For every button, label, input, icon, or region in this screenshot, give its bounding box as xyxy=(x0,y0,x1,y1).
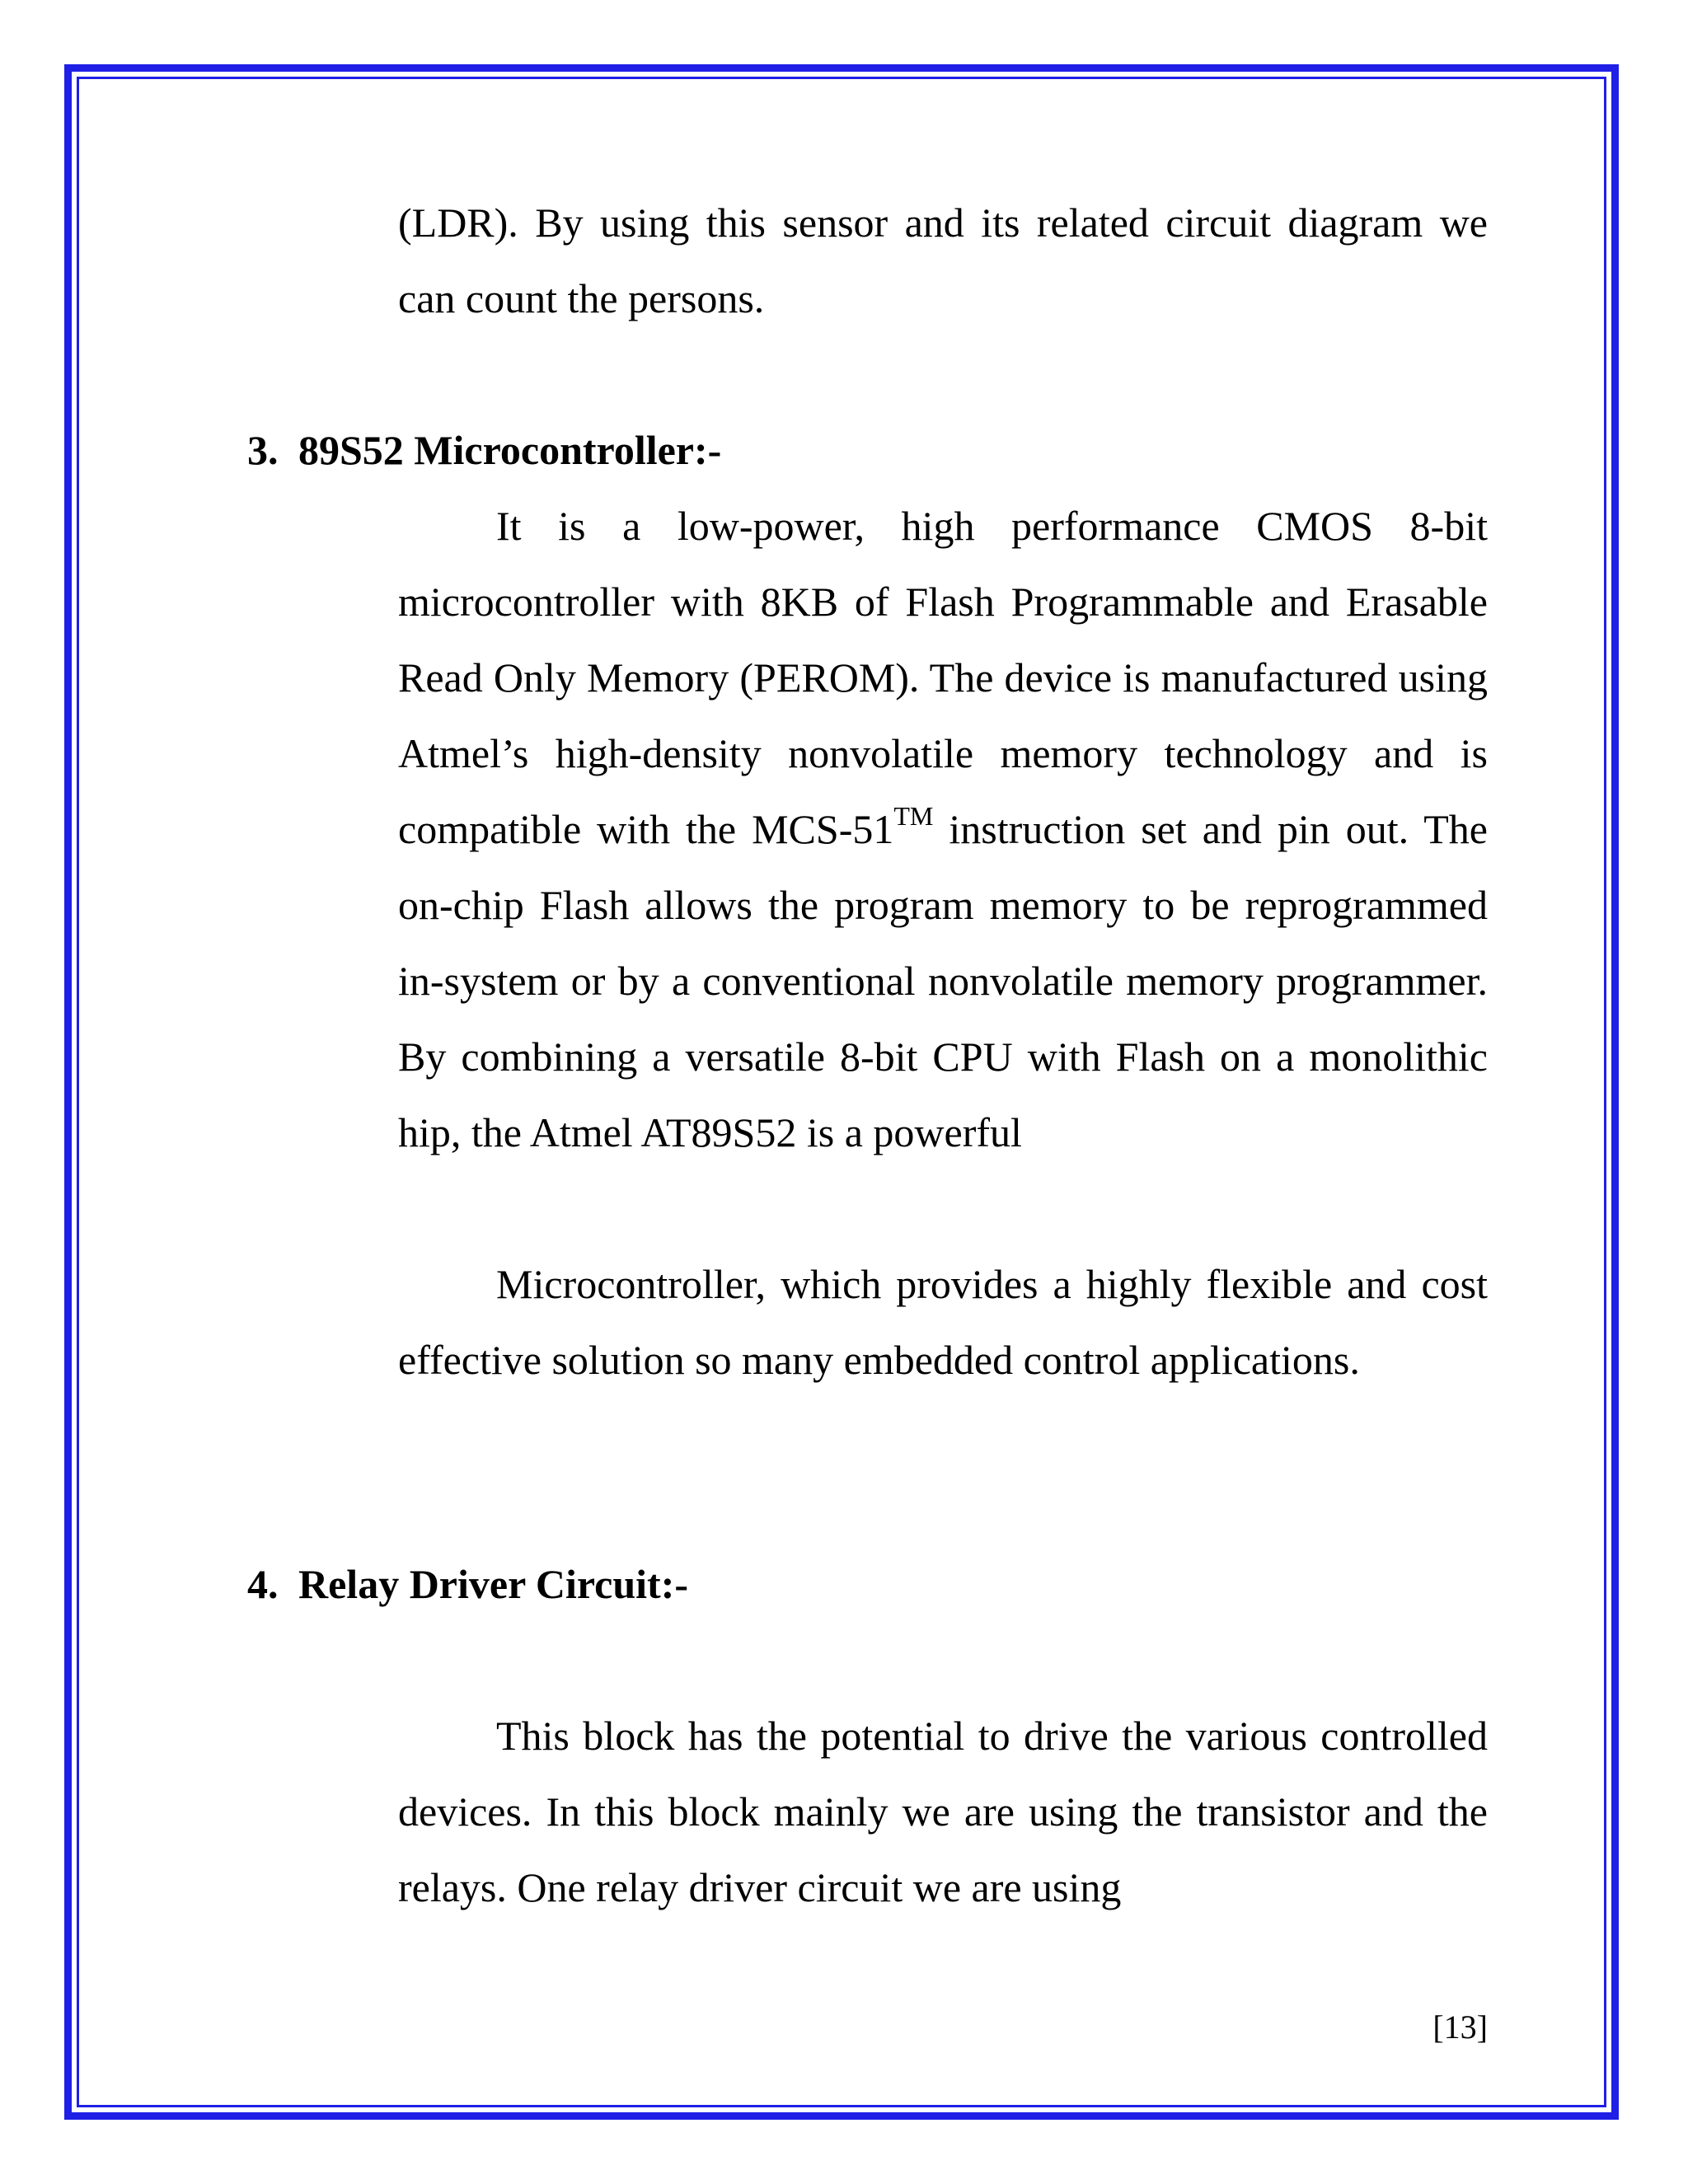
section-3-paragraph-2: Microcontroller, which provides a highly flexible and cost effective solution so many embedded control applications. xyxy=(398,1261,1488,1383)
section-3-title: 89S52 Microcontroller:- xyxy=(298,427,722,473)
section-4-number: 4. xyxy=(247,1561,279,1607)
section-3-paragraph-1-rest: instruction set and pin out. The on-chip Flash allows the program memory to be reprogrammed in-system or by a conventional nonvolatile memory programmer. By combining a versatile 8-bit CPU with Flash on a monolithic hip, the Atmel AT89S52 is a powerful xyxy=(398,806,1489,1155)
section-4-title: Relay Driver Circuit:- xyxy=(298,1561,688,1607)
section-3-paragraph-1-main: It is a low-power, high performance CMOS 8-bit microcontroller with 8KB of Flash Programmable and Erasable Read Only Memory (PEROM). The device is manufactured using Atmel’s high-density nonvolatile memory technology and is compatible with the MCS-51 xyxy=(398,503,1488,852)
page-number: [13] xyxy=(1432,2008,1488,2046)
section-3-number: 3. xyxy=(247,427,279,473)
section-4-paragraph-1: This block has the potential to drive the various controlled devices. In this block mainly we are using the transistor and the relays. One relay driver circuit we are using xyxy=(398,1713,1488,1910)
section-3-heading xyxy=(247,412,721,488)
trademark-superscript: TM xyxy=(893,801,934,831)
section-4-heading xyxy=(247,1546,688,1622)
intro-paragraph: (LDR). By using this sensor and its related circuit diagram we can count the persons. xyxy=(398,199,1488,321)
section-3-paragraph-1 xyxy=(398,488,1488,1170)
